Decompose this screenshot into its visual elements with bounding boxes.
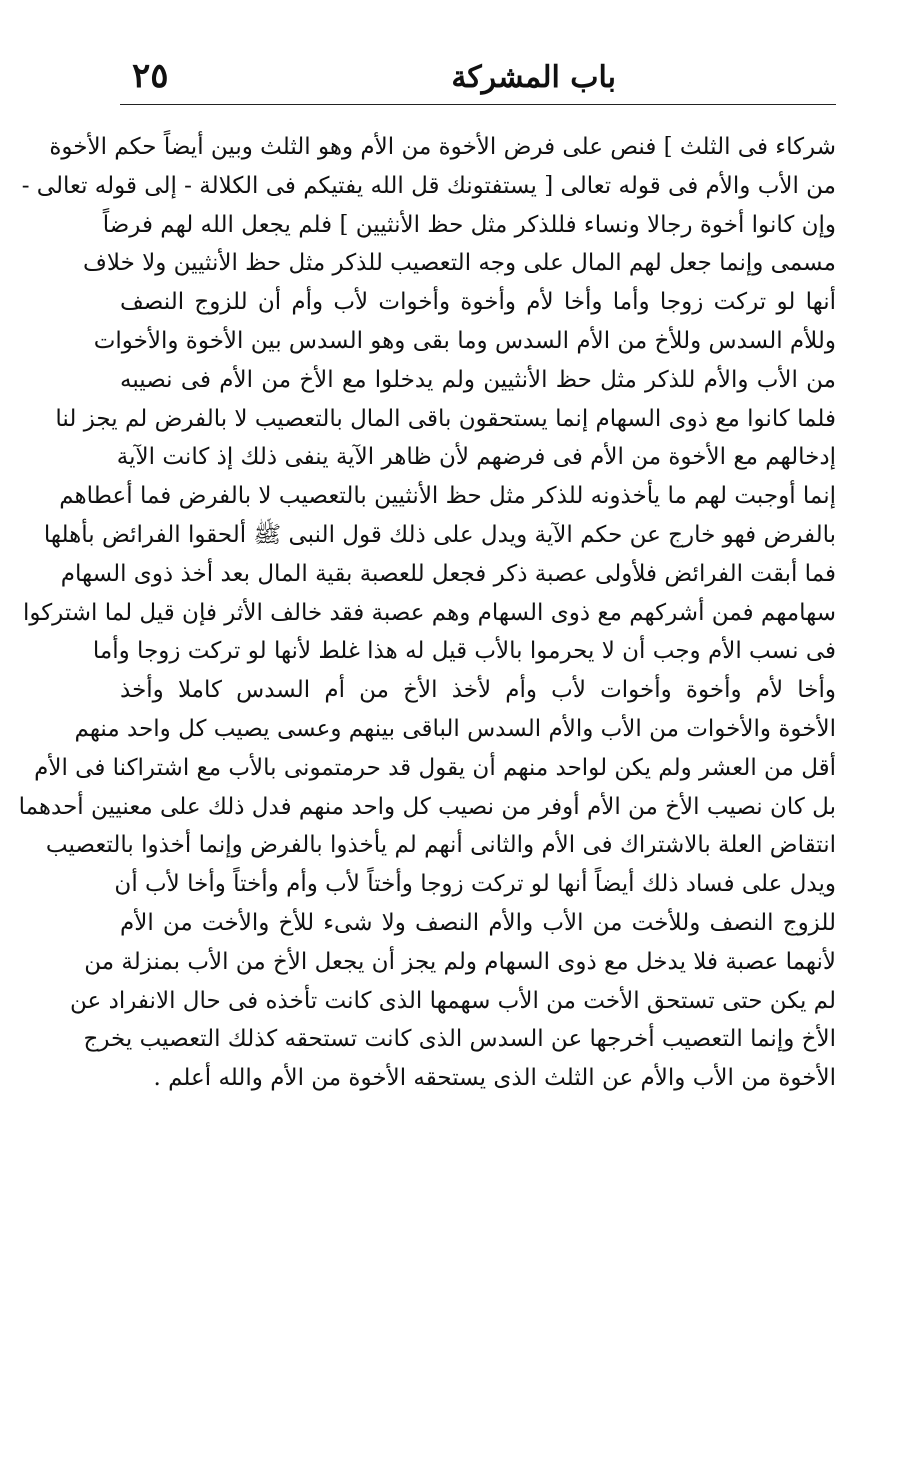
text-line: وإن كانوا أخوة رجالا ونساء فللذكر مثل حظ الأنثيين ] فلم يجعل الله لهم فرضاً [102, 211, 836, 238]
text-line: انتقاض العلة بالاشتراك فى الأم والثانى أنهم لم يأخذوا بالفرض وإنما أخذوا بالتعصيب [45, 832, 836, 859]
header-divider [120, 104, 836, 105]
chapter-title: باب المشركة [451, 60, 616, 95]
text-line: فلما كانوا مع ذوى السهام إنما يستحقون باقى المال بالتعصيب لا بالفرض لم يجز لنا [55, 405, 836, 432]
body-text [18, 128, 836, 1098]
text-line: الأخ وإنما التعصيب أخرجها عن السدس الذى كانت تستحقه كذلك التعصيب يخرج [83, 1026, 836, 1053]
text-line: إدخالهم مع الأخوة من الأم فى فرضهم لأن ظاهر الآية ينفى ذلك إذ كانت الآية [116, 444, 836, 471]
running-header [120, 52, 836, 102]
text-line: وأخا لأم وأخوة وأخوات لأب وأم لأخذ الأخ من أم السدس كاملا وأخذ [120, 677, 836, 704]
text-line: أقل من العشر ولم يكن لواحد منهم أن يقول قد حرمتمونى بالأب مع اشتراكنا فى الأم [34, 754, 836, 781]
text-line-final: الأخوة من الأب والأم عن الثلث الذى يستحقه الأخوة من الأم والله أعلم . [153, 1065, 836, 1092]
text-line: من الأب والأم للذكر مثل حظ الأنثيين ولم يدخلوا مع الأخ من الأم فى نصيبه [120, 366, 836, 393]
text-line: لأنهما عصبة فلا يدخل مع ذوى السهام ولم يجز أن يجعل الأخ من الأب بمنزلة من [84, 948, 836, 975]
page-number: ٢٥ [132, 56, 169, 96]
text-line: للزوج النصف وللأخت من الأب والأم النصف ولا شىء للأخ والأخت من الأم [120, 909, 836, 936]
text-line: إنما أوجبت لهم ما يأخذونه للذكر مثل حظ الأنثيين بالتعصيب لا بالفرض فما أعطاهم [59, 483, 836, 510]
text-line: فما أبقت الفرائض فلأولى عصبة ذكر فجعل للعصبة بقية المال بعد أخذ ذوى السهام [60, 560, 836, 587]
text-line: من الأب والأم فى قوله تعالى [ يستفتونك قل الله يفتيكم فى الكلالة - إلى قوله تعالى - [21, 172, 836, 199]
text-line: بالفرض فهو خارج عن حكم الآية ويدل على ذلك قول النبى ﷺ ألحقوا الفرائض بأهلها [43, 521, 836, 548]
text-line: أنها لو تركت زوجا وأما وأخا لأم وأخوة وأخوات لأب وأم أن للزوج النصف [120, 289, 836, 316]
text-line: بل كان نصيب الأخ من الأم أوفر من نصيب كل واحد منهم فدل ذلك على معنيين أحدهما [18, 793, 836, 820]
text-line: لم يكن حتى تستحق الأخت من الأب سهمها الذى كانت تأخذه فى حال الانفراد عن [70, 987, 836, 1014]
text-line: ويدل على فساد ذلك أيضاً أنها لو تركت زوجا وأختاً لأب وأم وأختاً وأخا لأب أن [114, 871, 836, 898]
text-line: سهامهم فمن أشركهم مع ذوى السهام وهم عصبة فقد خالف الأثر فإن قيل لما اشتركوا [22, 599, 836, 626]
text-line: الأخوة والأخوات من الأب والأم السدس الباقى بينهم وعسى يصيب كل واحد منهم [74, 715, 836, 742]
text-line: شركاء فى الثلث ] فنص على فرض الأخوة من الأم وهو الثلث وبين أيضاً حكم الأخوة [49, 134, 836, 160]
text-line: مسمى وإنما جعل لهم المال على وجه التعصيب للذكر مثل حظ الأنثيين ولا خلاف [83, 250, 836, 277]
text-line: وللأم السدس وللأخ من الأم السدس وما بقى وهو السدس بين الأخوة والأخوات [93, 327, 836, 354]
text-line: فى نسب الأم وجب أن لا يحرموا بالأب قيل له هذا غلط لأنها لو تركت زوجا وأما [92, 638, 836, 665]
